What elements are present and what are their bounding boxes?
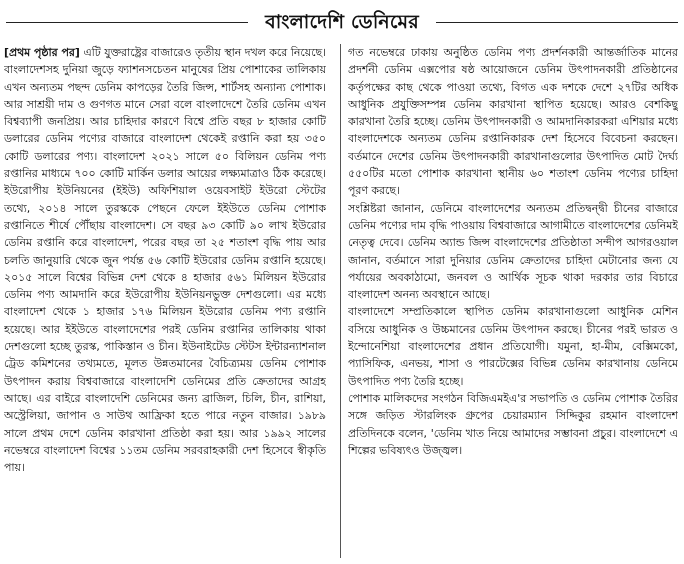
right-column: [348, 44, 678, 562]
right-paragraph: পোশাক মালিকদের সংগঠন বিজিএমইএ'র সভাপতি ও ডেনিম পোশাক তৈরির সঙ্গে জড়িত স্টারলিংক গ্রুপের চেয়ারম্যান সিদ্দিকুর রহমান বাংলাদেশ প্রতিদিনকে বলেন, 'ডেনিম খাত নিয়ে আমাদের সম্ভাবনা প্রচুর। বাংলাদেশে এ শিল্পের ভবিষ্যৎও উজ্জ্বল।: [348, 391, 678, 457]
left-paragraph: [4, 44, 326, 476]
right-paragraph: বাংলাদেশে সম্প্রতিকালে স্থাপিত ডেনিম কারখানাগুলো আধুনিক মেশিন বসিয়ে আধুনিক ও উচ্চমানের ডেনিম উৎপাদন করছে। চীনের পরই ভারত ও ইন্দোনেশিয়া বাংলাদেশের প্রধান প্রতিযোগী। যমুনা, হা-মীম, বেক্সিমকো, প্যাসিফিক, এনভয়, শাসা ও পারটেক্সের বিভিন্ন ডেনিম কারখানায় ডেনিমে উৎপাদিত পণ্য তৈরি হচ্ছে।: [348, 305, 678, 388]
right-paragraph: গত নভেম্বরে ঢাকায় অনুষ্ঠিত ডেনিম পণ্য প্রদর্শনকারী আন্তর্জাতিক মানের প্রদর্শনী ডেনিম এক্সপোর ষষ্ঠ আয়োজনে ডেনিম উৎপাদনকারী প্রতিষ্ঠানের কর্তৃপক্ষের কাছ থেকে পাওয়া তথ্যে, বিগত এক দশকে দেশে ২৭টির অধিক আধুনিক প্রযুক্তিসম্পন্ন ডেনিম কারখানা স্থাপিত হয়েছে। আরও বেশকিছু কারখানা তৈরি হচ্ছে। ডেনিম উৎপাদনকারী ও আমদানিকারকরা এশিয়ার মধ্যে বাংলাদেশকে অন্যতম ডেনিম রপ্তানিকারক দেশ হিসেবে বিবেচনা করছেন। বর্তমানে দেশের ডেনিম উৎপাদনকারী কারখানাগুলোর উৎপাদিত মোট দৈর্ঘ্য ৫৫০টির মতো পোশাক কারখানা স্থানীয় ৬০ শতাংশ ডেনিম পণ্যের চাহিদা পূরণ করছে।: [348, 46, 678, 198]
right-paragraph: সংশ্লিষ্টরা জানান, ডেনিমে বাংলাদেশের অন্যতম প্রতিদ্বন্দ্বী চীনের বাজারে ডেনিম পণ্যের দাম বৃদ্ধি পাওয়ায় বিশ্ববাজারে আগামীতে বাংলাদেশের ডেনিমই নেতৃত্ব দেবে। ডেনিম অ্যান্ড জিন্স বাংলাদেশের প্রতিষ্ঠাতা সন্দীপ আগরওয়াল জানান, বর্তমানে সারা দুনিয়ার ডেনিম ক্রেতাদের চাহিদা মেটানোর জন্য যে পর্যায়ের অবকাঠামো, জনবল ও আর্থিক সূচক থাকা দরকার তার বিচারে বাংলাদেশ অনন্য অবস্থানে আছে।: [348, 201, 678, 302]
column-divider: [340, 44, 341, 558]
headline-area: [0, 0, 684, 44]
continuation-tag: [প্রথম পৃষ্ঠার পর]: [4, 46, 80, 59]
article-headline: বাংলাদেশি ডেনিমের: [248, 6, 436, 38]
left-column: [4, 44, 326, 562]
left-body-text: এটি যুক্তরাষ্ট্রের বাজারেও তৃতীয় স্থান দখল করে নিয়েছে। বাংলাদেশসহ দুনিয়া জুড়ে ফ্যাশনসচেতন মানুষের প্রিয় পোশাকের তালিকায় এখন অন্যতম পছন্দ ডেনিম কাপড়ের তৈরি জিন্স, শার্টসহ অন্যান্য পোশাক। আর সাশ্রয়ী দাম ও গুণগত মানে সেরা বলে বাংলাদেশে তৈরি ডেনিম এখন বিশ্বব্যাপী জনপ্রিয়। আর চাহিদার কারণে বিশ্বে প্রতি বছর ৮ হাজার কোটি ডলারের ডেনিম পণ্যের বাজারে বাংলাদেশ থেকেই রপ্তানি করা হয় ৩৫০ কোটি ডলারের পণ্য। বাংলাদেশ ২০২১ সালে ৫০ বিলিয়ন ডেনিম পণ্য রপ্তানির মাধ্যমে ৭০০ কোটি মার্কিন ডলার আয়ের লক্ষ্যমাত্রাও ঠিক করেছে। ইউরোপীয় ইউনিয়নের (ইইউ) অফিশিয়াল ওয়েবসাইট ইউরো স্টেটের তথ্যে, ২০১৪ সালে তুরস্ককে পেছনে ফেলে ইইউতে ডেনিম পোশাক রপ্তানিতে শীর্ষে পৌঁছায় বাংলাদেশ। সে বছর ৯৩ কোটি ৯০ লাখ ইউরোর ডেনিম রপ্তানি করে বাংলাদেশ, পরের বছর তা ২৫ শতাংশ বৃদ্ধি পায় আর চলতি জানুয়ারি থেকে জুন পর্যন্ত ৫৬ কোটি ইউরোর ডেনিম রপ্তানি হয়েছে। ২০১৫ সালে বিশ্বের বিভিন্ন দেশ থেকে ৪ হাজার ৫৬১ মিলিয়ন ইউরোর ডেনিম পণ্য আমদানি করে ইউরোপীয় ইউনিয়নভুক্ত দেশগুলো। এর মধ্যে বাংলাদেশ থেকে ১ হাজার ১৭৬ মিলিয়ন ইউরোর ডেনিম পণ্য রপ্তানি হয়েছে। আর ইইউতে বাংলাদেশের পরই ডেনিম রপ্তানির তালিকায় থাকা দেশগুলো হচ্ছে তুরস্ক, পাকিস্তান ও চীন। ইউনাইটেড স্টেটস ইন্টারন্যাশনাল ট্রেড কমিশনের তথ্যমতে, মূলত উন্নতমানের বৈচিত্র্যময় ডেনিম পোশাক উৎপাদন করায় বিশ্ববাজারে বাংলাদেশি ডেনিমের প্রতি ক্রেতাদের আগ্রহ আছে। এর বাইরে বাংলাদেশি ডেনিমের জন্য ব্রাজিল, চিলি, চীন, রাশিয়া, অস্ট্রেলিয়া, জাপান ও সাউথ আফ্রিকা হতে পারে নতুন বাজার। ১৯৮৯ সালে প্রথম দেশে ডেনিম কারখানা প্রতিষ্ঠা করা হয়। আর ১৯৯২ সালের নভেম্বরে বাংলাদেশ বিশ্বের ১১তম ডেনিম সরবরাহকারী দেশ হিসেবে স্বীকৃতি পায়।: [4, 46, 326, 475]
